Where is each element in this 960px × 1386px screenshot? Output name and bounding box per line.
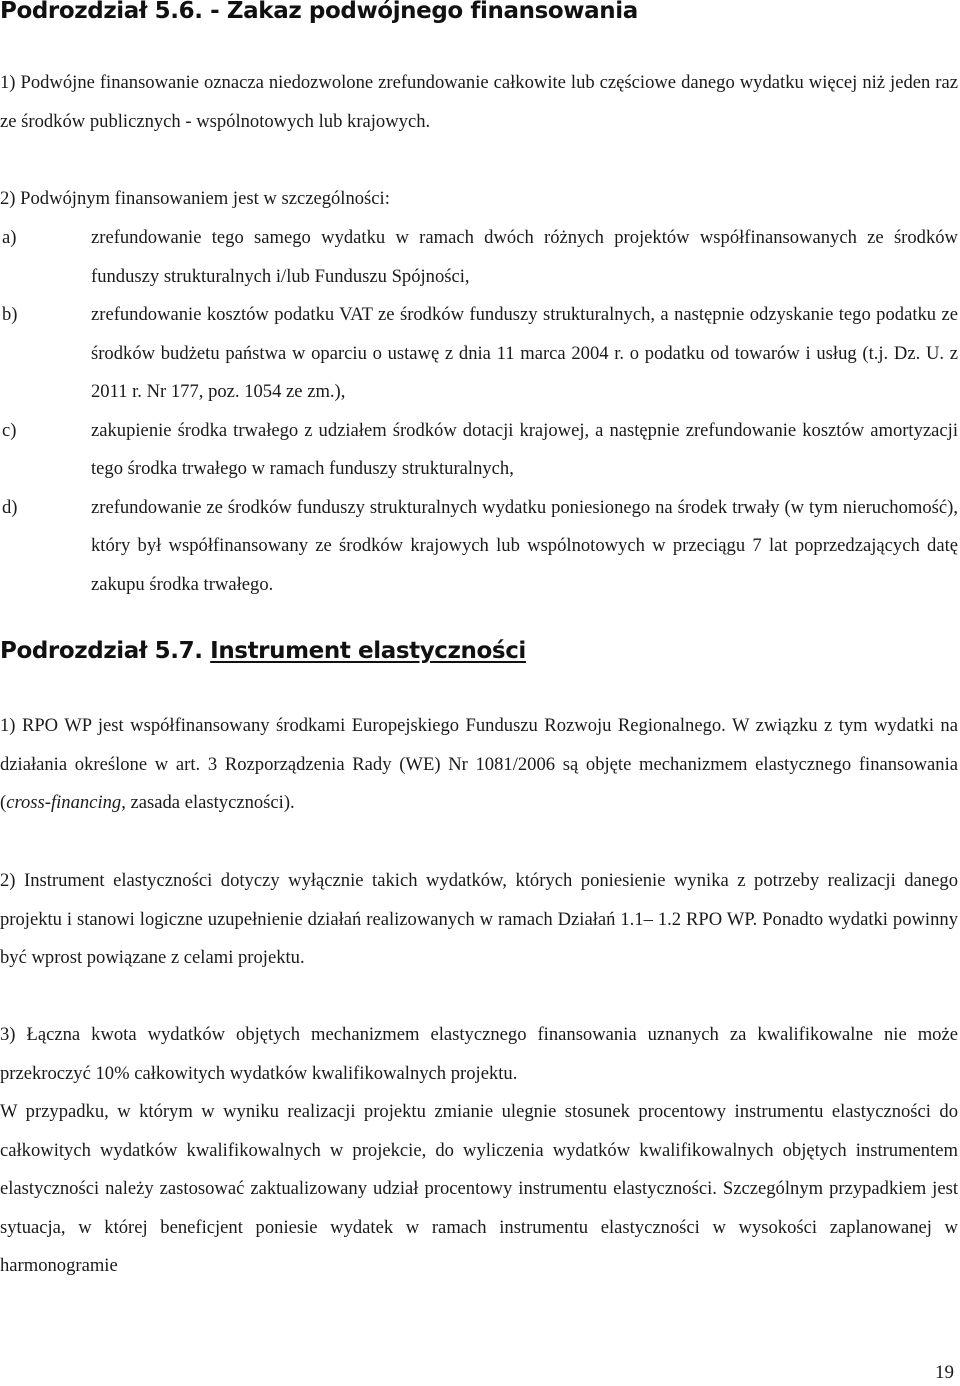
list-marker: d)	[2, 496, 18, 518]
paragraph-flexibility-scope: 2) Instrument elastyczności dotyczy wyłącznie takich wydatków, których poniesienie wynika z potrzeby realizacji danego projektu i stanowi logiczne uzupełnienie działań realizowanych w ramach Działań 1.1– 1.2 RPO WP. Ponadto wydatki powinny być wprost powiązane z celami projektu.	[0, 870, 958, 968]
double-financing-list	[0, 219, 958, 604]
paragraph-text: 1) RPO WP jest współfinansowany środkami Europejskiego Funduszu Rozwoju Regionalnego. W związku z tym wydatki na działania określone w art. 3 Rozporządzenia Rady (WE) Nr 1081/2006 są objęte mechanizmem elastycznego finansowania (	[0, 715, 958, 813]
page-number: 19	[935, 1362, 954, 1383]
section-heading-5-6	[0, 0, 638, 24]
paragraph-double-financing-definition: 1) Podwójne finansowanie oznacza niedozwolone zrefundowanie całkowite lub częściowe danego wydatku więcej niż jeden raz ze środków publicznych - wspólnotowych lub krajowych.	[0, 72, 958, 132]
section-heading-5-7	[0, 638, 526, 664]
paragraph-flexibility-cofinancing	[0, 707, 958, 823]
heading-number: Podrozdział 5.6.	[0, 0, 203, 24]
list-item-text: zrefundowanie ze środków funduszy strukturalnych wydatku poniesionego na środek trwały (w tym nieruchomość), który był współfinansowany ze środków krajowych lub wspólnotowych w przeciągu 7 lat poprzedzających datę zakupu środka trwałego.	[91, 496, 958, 595]
list-marker: c)	[2, 419, 17, 441]
paragraph-double-financing-intro: 2) Podwójnym finansowaniem jest w szczególności:	[0, 188, 390, 209]
list-item	[0, 296, 958, 412]
list-item-text: zrefundowanie tego samego wydatku w ramach dwóch różnych projektów współfinansowanych ze środków funduszy strukturalnych i/lub Funduszu Spójności,	[91, 227, 958, 287]
heading-number: Podrozdział 5.7.	[0, 638, 203, 664]
list-marker: b)	[2, 304, 18, 325]
list-item	[0, 412, 958, 489]
list-marker: a)	[2, 227, 17, 248]
list-item-text: zakupienie środka trwałego z udziałem środków dotacji krajowej, a następnie zrefundowanie kosztów amortyzacji tego środka trwałego w ramach funduszy strukturalnych,	[91, 419, 958, 479]
paragraph-flexibility-recalculation: W przypadku, w którym w wyniku realizacji projektu zmianie ulegnie stosunek procentowy instrumentu elastyczności do całkowitych wydatków kwalifikowalnych w projekcie, do wyliczenia wydatków kwalifikowalnych objętych instrumentem elastyczności należy zastosować zaktualizowany udział procentowy instrumentu elastyczności. Szczególnym przypadkiem jest sytuacja, w której beneficjent poniesie wydatek w ramach instrumentu elastyczności w wysokości zaplanowanej w harmonogramie	[0, 1101, 958, 1276]
italic-term: cross-financing	[6, 792, 122, 813]
heading-title: Instrument elastyczności	[210, 638, 526, 664]
list-item	[0, 489, 958, 605]
paragraph-text: , zasada elastyczności).	[121, 792, 295, 813]
paragraph-flexibility-limit: 3) Łączna kwota wydatków objętych mechanizmem elastycznego finansowania uznanych za kwalifikowalne nie może przekroczyć 10% całkowitych wydatków kwalifikowalnych projektu.	[0, 1024, 958, 1084]
heading-title: - Zakaz podwójnego finansowania	[210, 0, 638, 24]
list-item-text: zrefundowanie kosztów podatku VAT ze środków funduszy strukturalnych, a następnie odzyskanie tego podatku ze środków budżetu państwa w oparciu o ustawę z dnia 11 marca 2004 r. o podatku od towarów i usług (t.j. Dz. U. z 2011 r. Nr 177, poz. 1054 ze zm.),	[91, 304, 958, 402]
list-item	[0, 219, 958, 296]
